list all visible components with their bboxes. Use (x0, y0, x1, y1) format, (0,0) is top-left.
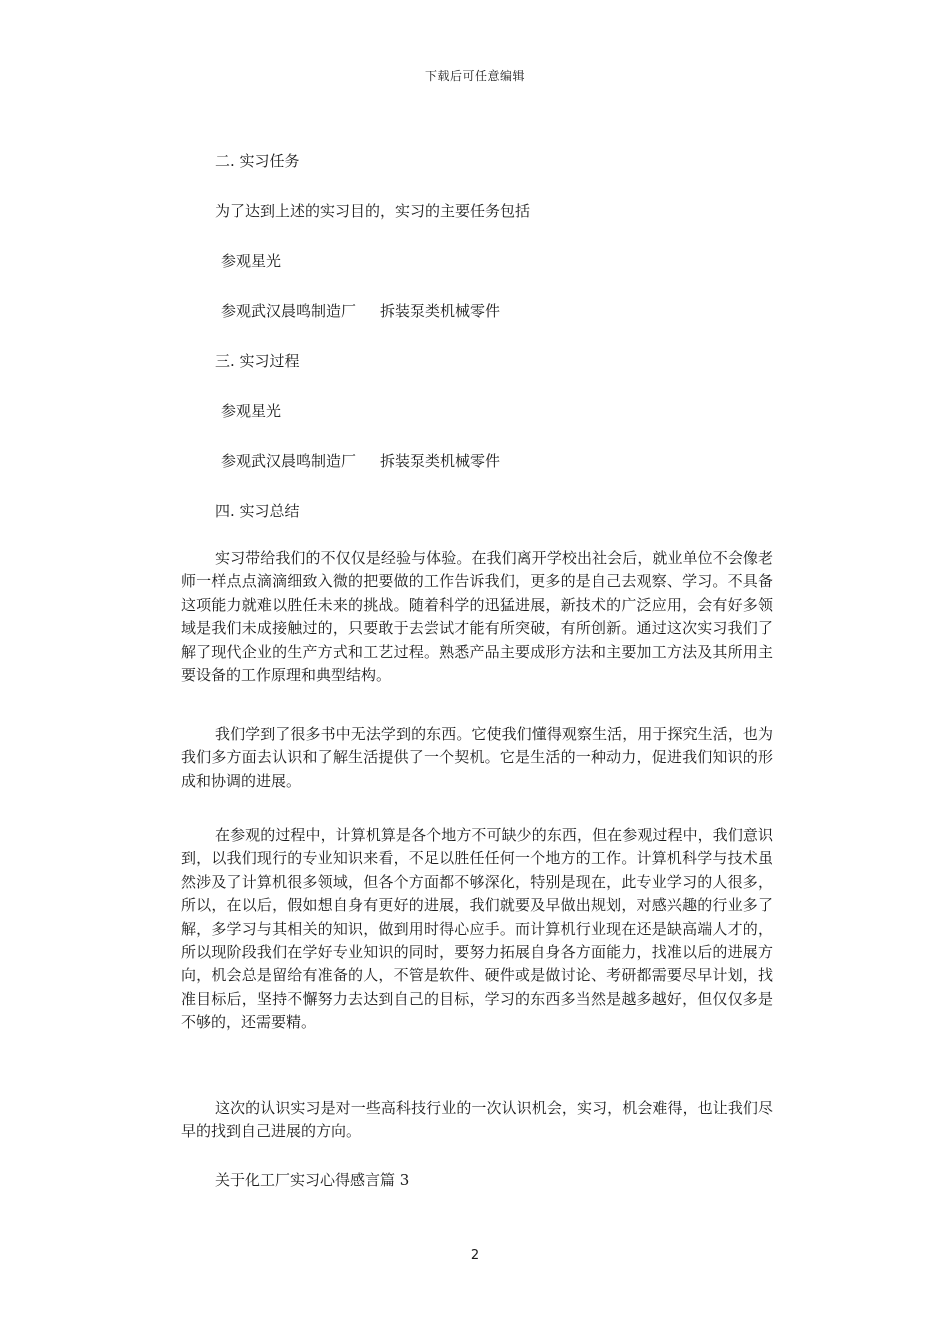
section3-item-1: 参观星光 (221, 402, 282, 420)
section3-item-2: 参观武汉晨鸣制造厂 (221, 452, 357, 470)
summary-paragraph-4: 这次的认识实习是对一些高科技行业的一次认识机会，实习，机会难得，也让我们尽早的找到自己进展的方向。 (181, 1099, 773, 1141)
summary-paragraph-3: 在参观的过程中，计算机算是各个地方不可缺少的东西，但在参观过程中，我们意识到，以我们现行的专业知识来看，不足以胜任任何一个地方的工作。计算机科学与技术虽然涉及了计算机很多领域，但各个方面都不够深化，特别是现在，此专业学习的人很多，所以，在以后，假如想自身有更好的进展，我们就要及早做出规划，对感兴趣的行业多了解，多学习与其相关的知识，做到用时得心应手。而计算机行业现在还是缺高端人才的，所以现阶段我们在学好专业知识的同时，要努力拓展自身各方面能力，找准以后的进展方向，机会总是留给有准备的人，不管是软件、硬件或是做讨论、考研都需要尽早计划，找准目标后，坚持不懈努力去达到自己的目标，学习的东西多当然是越多越好，但仅仅多是不够的，还需要精。 (181, 826, 773, 1032)
summary-paragraph-1: 实习带给我们的不仅仅是经验与体验。在我们离开学校出社会后，就业单位不会像老师一样点点滴滴细致入微的把要做的工作告诉我们，更多的是自己去观察、学习。不具备这项能力就难以胜任未来的挑战。随着科学的迅猛进展，新技术的广泛应用，会有好多领域是我们未成接触过的，只要敢于去尝试才能有所突破，有所创新。通过这次实习我们了解了现代企业的生产方式和工艺过程。熟悉产品主要成形方法和主要加工方法及其所用主要设备的工作原理和典型结构。 (181, 549, 773, 685)
section2-intro: 为了达到上述的实习目的，实习的主要任务包括 (215, 202, 531, 220)
next-article-title: 关于化工厂实习心得感言篇 3 (215, 1171, 410, 1189)
section3-item-row (221, 451, 500, 471)
section2-item-2: 参观武汉晨鸣制造厂 (221, 302, 357, 320)
section3-title: 三. 实习过程 (215, 352, 300, 370)
section4-title: 四. 实习总结 (215, 502, 300, 520)
section2-item-row (221, 301, 500, 321)
summary-paragraph-2: 我们学到了很多书中无法学到的东西。它使我们懂得观察生活，用于探究生活，也为我们多方面去认识和了解生活提供了一个契机。它是生活的一种动力，促进我们知识的形成和协调的进展。 (181, 725, 773, 790)
section2-item-1: 参观星光 (221, 252, 282, 270)
page-header: 下载后可任意编辑 (424, 69, 525, 83)
section2-title: 二. 实习任务 (215, 152, 300, 170)
section3-item-3: 拆装泵类机械零件 (380, 452, 501, 470)
section2-item-3: 拆装泵类机械零件 (380, 302, 501, 320)
page-number: 2 (470, 1248, 480, 1263)
